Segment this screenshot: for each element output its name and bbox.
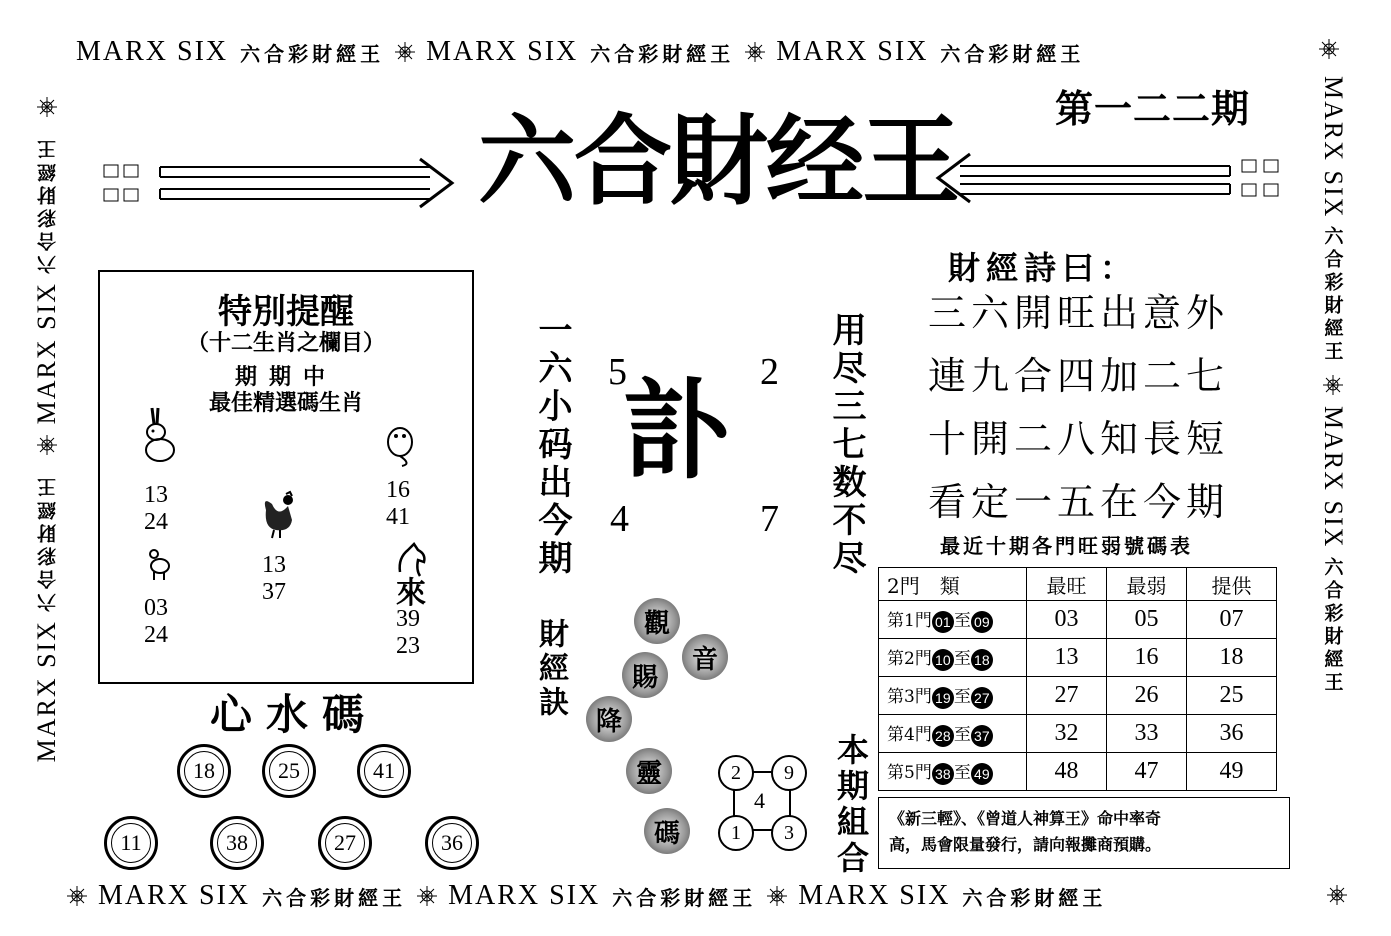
guanyin-ball: 降 [586, 696, 632, 742]
banner-segment [798, 880, 1106, 912]
brand-en: MARX SIX [32, 620, 61, 763]
heart-number-ball: 36 [425, 816, 479, 870]
banner-segment [776, 36, 1084, 68]
heart-number-ball: 25 [262, 744, 316, 798]
heart-number-ball: 38 [210, 816, 264, 870]
ornament-icon [744, 41, 766, 63]
to-word: 至 [953, 649, 971, 670]
brand-cn: 六合彩財經王 [1321, 226, 1344, 365]
guanyin-ball: 賜 [622, 652, 668, 698]
bottom-banner [66, 880, 1106, 912]
left-banner [32, 86, 62, 763]
guanyin-ball: 觀 [634, 598, 680, 644]
horse-tag: 來 [396, 576, 426, 611]
min-cell: 05 [1107, 601, 1187, 639]
guanyin-ball: 靈 [626, 748, 672, 794]
ornament-icon [36, 96, 58, 118]
offer-cell: 25 [1187, 677, 1277, 715]
brand-cn: 六合彩財經王 [590, 41, 735, 66]
to-word: 至 [953, 725, 971, 746]
table-row [879, 753, 1277, 791]
rooster-number: 37 [262, 579, 286, 605]
poem-title: 財經詩曰： [948, 249, 1139, 287]
issue-number: 第一二二期 [1055, 86, 1251, 131]
door-cell [879, 639, 1027, 677]
brand-en: MARX SIX [1319, 76, 1348, 219]
door-label: 第4門 [887, 725, 932, 746]
offer-cell: 18 [1187, 639, 1277, 677]
header-min: 最弱 [1107, 568, 1187, 601]
door-label: 第1門 [887, 611, 932, 632]
rat-number: 41 [386, 504, 410, 530]
offer-cell: 49 [1187, 753, 1277, 791]
door-label: 第5門 [887, 763, 932, 784]
reminder-subtitle: （十二生肖之欄目） [186, 330, 385, 356]
brand-en: MARX SIX [776, 36, 929, 67]
special-reminder-box [98, 270, 474, 684]
right-arrow-icon [930, 150, 1290, 210]
to-word: 至 [953, 763, 971, 784]
reminder-line1: 期期中 [234, 364, 337, 390]
ornament-icon [766, 885, 788, 907]
rabbit-number: 13 [144, 482, 168, 508]
ornament-icon [1318, 38, 1340, 60]
riddle-corner-number: 7 [760, 498, 779, 540]
brand-cn: 六合彩財經王 [940, 41, 1085, 66]
riddle-corner-number: 4 [610, 498, 629, 540]
header-offer: 提供 [1187, 568, 1277, 601]
min-cell: 47 [1107, 753, 1187, 791]
door-label: 第3門 [887, 687, 932, 708]
rabbit-icon [138, 406, 178, 464]
brand-cn: 六合彩財經王 [962, 885, 1107, 910]
riddle-corner-number: 2 [760, 351, 779, 393]
table-row [879, 715, 1277, 753]
ornament-icon [1322, 374, 1344, 396]
table-row [879, 677, 1277, 715]
banner-segment [426, 36, 734, 68]
horse-number: 39 [396, 606, 420, 632]
door-from: 28 [932, 725, 954, 747]
riddle-caption: 財經訣 [533, 618, 568, 720]
poem-line: 三六開旺出意外 [928, 291, 1230, 335]
left-arrow-icon [100, 155, 460, 215]
offer-cell: 36 [1187, 715, 1277, 753]
brand-en: MARX SIX [426, 36, 579, 67]
riddle-center-character: 訃 [622, 369, 731, 494]
door-from: 10 [932, 649, 954, 671]
max-cell: 13 [1027, 639, 1107, 677]
max-cell: 27 [1027, 677, 1107, 715]
heart-number-ball: 41 [357, 744, 411, 798]
brand-en: MARX SIX [98, 880, 251, 911]
door-to: 18 [971, 649, 993, 671]
goat-number: 24 [144, 622, 168, 648]
heart-number-ball: 18 [177, 744, 231, 798]
to-word: 至 [953, 687, 971, 708]
door-to: 49 [971, 763, 993, 785]
rooster-number: 13 [262, 552, 286, 578]
horse-number: 23 [396, 633, 420, 659]
door-cell [879, 715, 1027, 753]
rabbit-number: 24 [144, 509, 168, 535]
door-from: 19 [932, 687, 954, 709]
note-line: 高，馬會限量發行，請向報攤商預購。 [889, 835, 1162, 854]
brand-en: MARX SIX [76, 36, 229, 67]
riddle-right-column: 用尽三七数不尽 [826, 312, 866, 578]
poem-line: 看定一五在今期 [928, 480, 1230, 524]
table-row [879, 601, 1277, 639]
advert-note [878, 797, 1290, 869]
riddle-corner-number: 5 [608, 351, 627, 393]
min-cell: 33 [1107, 715, 1187, 753]
main-title: 六合財经王 [478, 105, 959, 219]
reminder-line2: 最佳精選碼生肖 [208, 390, 363, 416]
header-door: 2門 類 [879, 568, 1027, 601]
door-to: 27 [971, 687, 993, 709]
combo-ball: 3 [771, 815, 807, 851]
banner-segment [98, 880, 406, 912]
poem-line: 連九合四加二七 [928, 354, 1230, 398]
rat-number: 16 [386, 477, 410, 503]
brand-en: MARX SIX [448, 880, 601, 911]
goat-icon [146, 548, 172, 582]
ornament-icon [416, 885, 438, 907]
max-cell: 48 [1027, 753, 1107, 791]
rooster-icon [260, 490, 300, 540]
combo-center-number: 4 [754, 788, 765, 813]
rat-icon [382, 424, 418, 468]
min-cell: 16 [1107, 639, 1187, 677]
door-from: 38 [932, 763, 954, 785]
goat-number: 03 [144, 595, 168, 621]
table-row [879, 639, 1277, 677]
brand-cn: 六合彩財經王 [1321, 556, 1344, 695]
banner-segment [76, 36, 384, 68]
combo-label: 本期組合 [832, 733, 870, 877]
guanyin-ball: 碼 [644, 808, 690, 854]
door-to: 37 [971, 725, 993, 747]
history-table [878, 567, 1277, 791]
ornament-icon [394, 41, 416, 63]
ornament-icon [66, 885, 88, 907]
ornament-icon [36, 434, 58, 456]
reminder-title: 特別提醒 [218, 292, 354, 332]
combo-ball: 2 [718, 755, 754, 791]
poem-line: 十開二八知長短 [928, 417, 1230, 461]
door-cell [879, 677, 1027, 715]
door-cell [879, 601, 1027, 639]
brand-cn: 六合彩財經王 [262, 885, 407, 910]
brand-cn: 六合彩財經王 [36, 474, 59, 613]
table-header-row [879, 568, 1277, 601]
guanyin-ball: 音 [682, 634, 728, 680]
door-cell [879, 753, 1027, 791]
ornament-icon [1326, 884, 1348, 906]
header-max: 最旺 [1027, 568, 1107, 601]
brand-cn: 六合彩財經王 [240, 41, 385, 66]
heart-number-ball: 11 [104, 816, 158, 870]
door-to: 09 [971, 611, 993, 633]
min-cell: 26 [1107, 677, 1187, 715]
history-table-title: 最近十期各門旺弱號碼表 [940, 534, 1193, 558]
brand-cn: 六合彩財經王 [612, 885, 757, 910]
door-label: 第2門 [887, 649, 932, 670]
top-banner [76, 36, 1084, 68]
brand-cn: 六合彩財經王 [36, 136, 59, 274]
door-from: 01 [932, 611, 954, 633]
offer-cell: 07 [1187, 601, 1277, 639]
banner-segment [448, 880, 756, 912]
heart-numbers-title: 心水碼 [210, 690, 379, 739]
max-cell: 03 [1027, 601, 1107, 639]
brand-en: MARX SIX [798, 880, 951, 911]
riddle-left-column: 一六小码出今期 [532, 312, 572, 578]
brand-en: MARX SIX [32, 282, 61, 425]
right-banner [1318, 76, 1348, 695]
combo-ball: 1 [718, 815, 754, 851]
combo-ball: 9 [771, 755, 807, 791]
heart-number-ball: 27 [318, 816, 372, 870]
note-line: 《新三輕》、《曾道人神算王》命中率奇 [889, 809, 1162, 828]
brand-en: MARX SIX [1319, 406, 1348, 549]
to-word: 至 [953, 611, 971, 632]
max-cell: 32 [1027, 715, 1107, 753]
